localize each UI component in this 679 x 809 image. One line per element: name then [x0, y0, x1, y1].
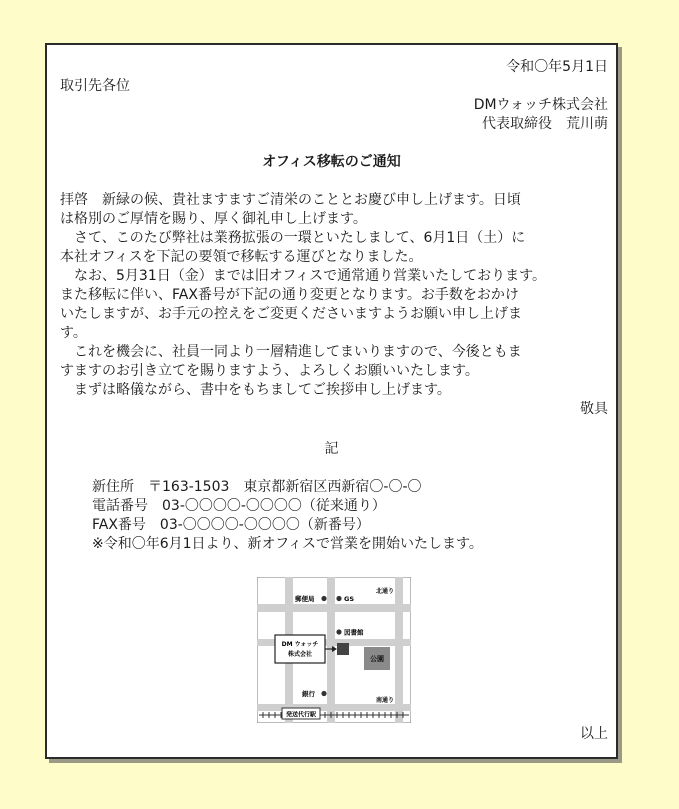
letter-page [45, 43, 618, 759]
body-line: さて、このたび弊社は業務拡張の一環といたしまして、6月1日（土）に [60, 230, 526, 246]
body-line: 本社オフィスを下記の要領で移転する運びとなりました。 [60, 249, 423, 265]
body-line: す。 [60, 325, 87, 341]
park-label: 公園 [370, 655, 384, 663]
map-road-south [257, 704, 411, 711]
bank-label: 銀行 [302, 690, 315, 698]
gas-station-marker [336, 596, 341, 601]
post-office-label: 郵便局 [295, 595, 315, 603]
company-label-line2: 株式会社 [287, 651, 313, 658]
body-line: は格別のご厚情を賜り、厚く御礼申し上げます。 [60, 211, 367, 227]
office-building [337, 643, 349, 655]
location-map [257, 577, 411, 723]
library-marker [336, 629, 341, 634]
closing-keigu: 敬具 [580, 401, 608, 417]
body-line: まずは略儀ながら、書中をもちましてご挨拶申し上げます。 [60, 382, 451, 398]
map-road-north [257, 604, 411, 612]
body-line: いたしますが、お手元の控えをご変更くださいますようお願い申し上げま [60, 306, 522, 322]
body-line: これを機会に、社員一同より一層精進してまいりますので、今後ともま [60, 344, 522, 360]
letter-title: オフィス移転のご通知 [262, 154, 401, 170]
gas-station-label: GS [344, 595, 355, 603]
map-road-vertical [395, 577, 403, 723]
letter-date: 令和〇年5月1日 [506, 59, 608, 75]
closing-ijou: 以上 [580, 726, 608, 742]
detail-note: ※令和〇年6月1日より、新オフィスで営業を開始いたします。 [92, 536, 483, 552]
detail-address: 新住所 〒163-1503 東京都新宿区西新宿〇-〇-〇 [92, 479, 422, 495]
south-street-label: 南通り [376, 697, 395, 704]
post-office-marker [321, 596, 326, 601]
station-label: 発送代行駅 [285, 711, 317, 719]
company-label-line1: DM ウォッチ [281, 641, 319, 648]
sender-representative: 代表取締役 荒川萌 [482, 116, 608, 132]
body-line: 拝啓 新緑の候、貴社ますますご清栄のこととお慶び申し上げます。日頃 [60, 192, 521, 208]
bank-marker [321, 691, 326, 696]
body-line: なお、5月31日（金）までは旧オフィスで通常通り営業いたしております。 [60, 268, 547, 284]
ki-heading: 記 [324, 441, 339, 457]
sender-company: DMウォッチ株式会社 [473, 97, 608, 113]
library-label: 図書館 [344, 628, 364, 637]
body-line: また移転に伴い、FAX番号が下記の通り変更となります。お手数をおかけ [60, 287, 519, 303]
recipient: 取引先各位 [60, 78, 130, 94]
body-line: すますのお引き立てを賜りますよう、よろしくお願いいたします。 [60, 363, 479, 379]
company-box [275, 635, 325, 663]
detail-fax: FAX番号 03-〇〇〇〇-〇〇〇〇（新番号） [92, 517, 370, 533]
north-street-label: 北通り [376, 588, 395, 595]
detail-phone: 電話番号 03-〇〇〇〇-〇〇〇〇（従来通り） [92, 498, 386, 514]
